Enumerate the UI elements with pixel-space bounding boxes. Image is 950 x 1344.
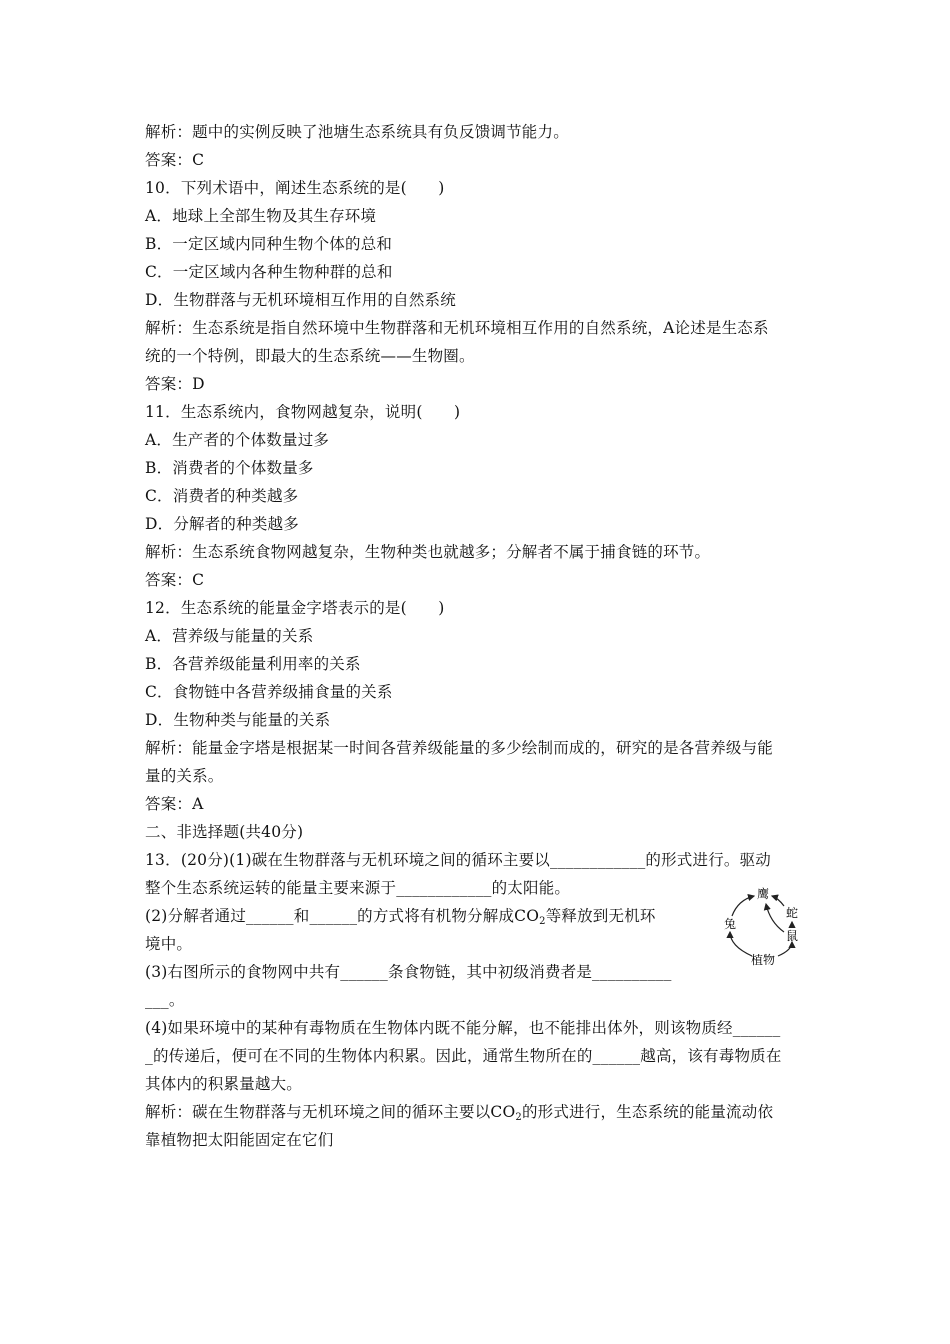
food-web-diagram — [716, 882, 816, 970]
question-13-part2-line1: (2)分解者通过______和______的方式将有机物分解成$CO_2$等释放到无机环 — [145, 907, 656, 927]
analysis-12-line1: 解析：能量金字塔是根据某一时间各营养级能量的多少绘制而成的，研究的是各营养级与能 — [145, 739, 774, 757]
food-web-svg — [716, 882, 816, 970]
option-11-b: B．消费者的个体数量多 — [145, 459, 314, 477]
question-13-part4-line1: (4)如果环境中的某种有毒物质在生物体内既不能分解，也不能排出体外，则该物质经______ — [145, 1019, 781, 1037]
analysis-9: 解析：题中的实例反映了池塘生态系统具有负反馈调节能力。 — [145, 123, 569, 141]
question-13-part3-line1: (3)右图所示的食物网中共有______条食物链，其中初级消费者是__________ — [145, 963, 672, 981]
arrow-plant-to-rabbit — [730, 932, 752, 956]
arrow-plant-to-mouse — [778, 942, 792, 956]
option-11-a: A．生产者的个体数量过多 — [145, 431, 330, 449]
question-13-part3-line2: ___。 — [145, 991, 185, 1009]
question-13-part1-line2: 整个生态系统运转的能量主要来源于____________的太阳能。 — [145, 879, 571, 897]
option-12-c: C．食物链中各营养级捕食量的关系 — [145, 683, 393, 701]
node-plant: 植物 — [750, 953, 776, 967]
option-11-c: C．消费者的种类越多 — [145, 487, 299, 505]
question-10: 10．下列术语中，阐述生态系统的是( ) — [145, 179, 445, 197]
arrow-snake-to-eagle — [772, 896, 784, 906]
node-eagle: 鹰 — [756, 887, 770, 901]
node-mouse: 鼠 — [785, 929, 799, 943]
node-rabbit: 兔 — [723, 917, 737, 931]
question-13-part4-line3: 其体内的积累量越大。 — [145, 1075, 303, 1093]
option-10-b: B．一定区域内同种生物个体的总和 — [145, 235, 393, 253]
arrow-rabbit-to-eagle — [732, 896, 754, 916]
section-heading: 二、非选择题(共40分) — [145, 823, 304, 841]
node-snake: 蛇 — [785, 906, 799, 920]
question-13-part4-line2: _的传递后，便可在不同的生物体内积累。因此，通常生物所在的______越高，该有毒物质在 — [145, 1047, 782, 1065]
question-11: 11．生态系统内，食物网越复杂，说明( ) — [145, 403, 461, 421]
answer-9: 答案：C — [145, 151, 205, 169]
analysis-11: 解析：生态系统食物网越复杂，生物种类也就越多；分解者不属于捕食链的环节。 — [145, 543, 711, 561]
question-13-part1-line1: 13．(20分)(1)碳在生物群落与无机环境之间的循环主要以____________的形式进行。驱动 — [145, 851, 771, 869]
answer-11: 答案：C — [145, 571, 205, 589]
option-12-a: A．营养级与能量的关系 — [145, 627, 314, 645]
answer-10: 答案：D — [145, 375, 205, 393]
analysis-10-line1: 解析：生态系统是指自然环境中生物群落和无机环境相互作用的自然系统，A论述是生态系 — [145, 319, 769, 337]
answer-12: 答案：A — [145, 795, 204, 813]
option-10-d: D．生物群落与无机环境相互作用的自然系统 — [145, 291, 456, 309]
option-11-d: D．分解者的种类越多 — [145, 515, 299, 533]
analysis-12-line2: 量的关系。 — [145, 767, 224, 785]
option-12-b: B．各营养级能量利用率的关系 — [145, 655, 361, 673]
analysis-10-line2: 统的一个特例，即最大的生态系统——生物圈。 — [145, 347, 475, 365]
arrow-mouse-to-eagle — [766, 904, 784, 932]
option-10-a: A．地球上全部生物及其生存环境 — [145, 207, 377, 225]
analysis-13-line2: 靠植物把太阳能固定在它们 — [145, 1131, 334, 1149]
question-13-part2-line2: 境中。 — [145, 935, 193, 953]
option-10-c: C．一定区域内各种生物种群的总和 — [145, 263, 393, 281]
option-12-d: D．生物种类与能量的关系 — [145, 711, 331, 729]
question-12: 12．生态系统的能量金字塔表示的是( ) — [145, 599, 445, 617]
analysis-13-line1: 解析：碳在生物群落与无机环境之间的循环主要以$CO_2$的形式进行，生态系统的能量流动依 — [145, 1103, 774, 1123]
